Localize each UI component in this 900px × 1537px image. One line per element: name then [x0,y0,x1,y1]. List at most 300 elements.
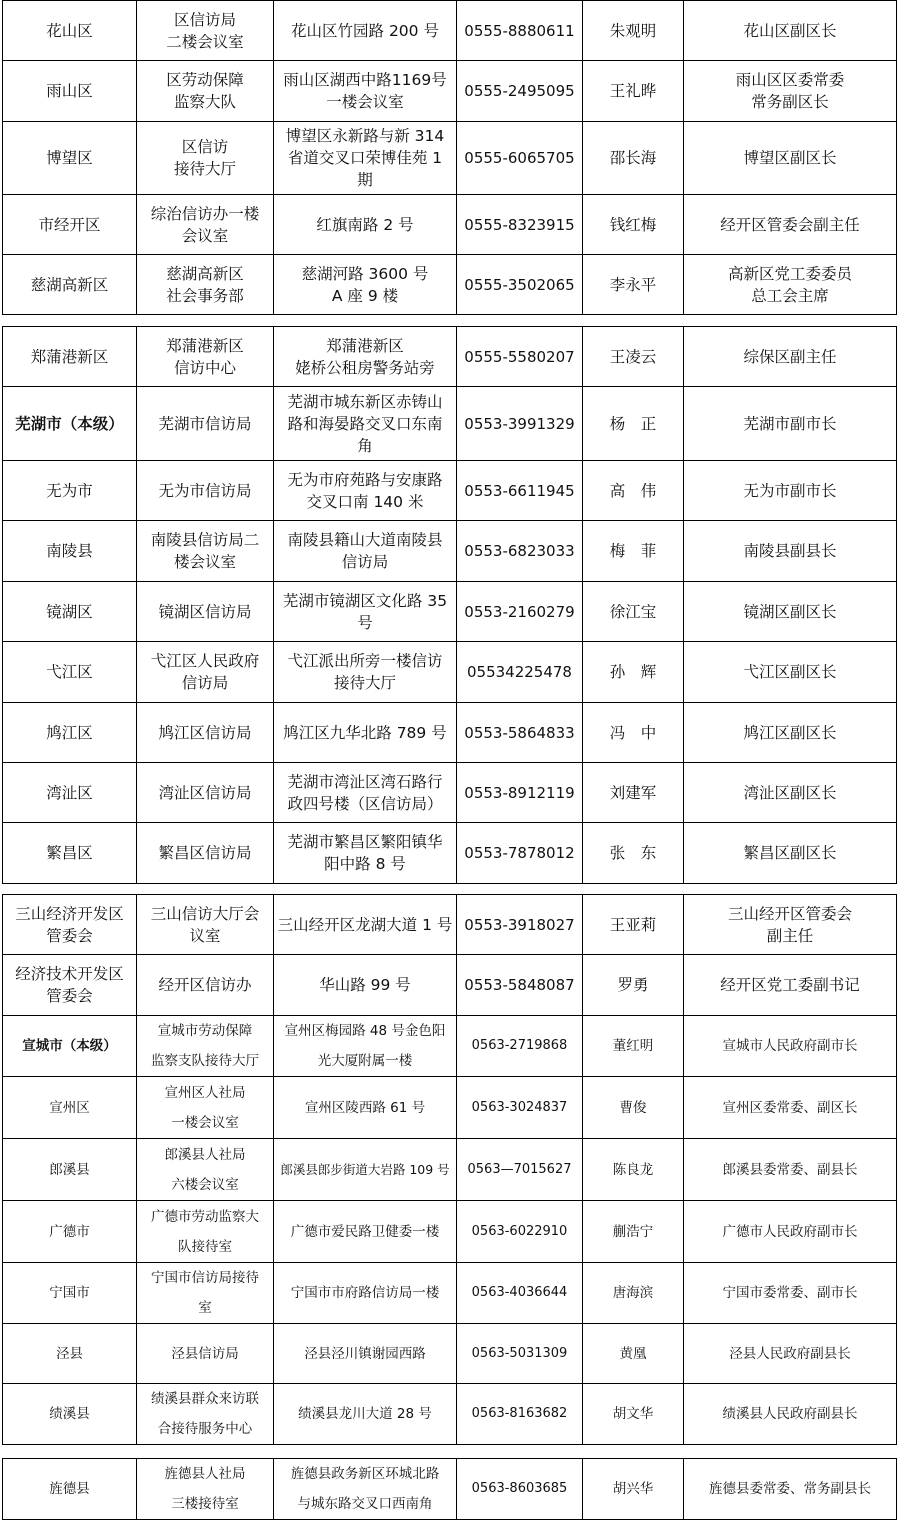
contact-text: 张 东 [609,844,657,862]
contact-text: 王亚莉 [609,915,657,934]
table-row [3,387,897,461]
title-cell [684,642,897,703]
phone-text: 0563-8603685 [471,1481,568,1496]
venue-cell [137,1016,274,1077]
table-row [3,461,897,521]
contact-text: 李永平 [609,275,657,294]
contact-table [2,326,897,884]
phone-text: 0563-5031309 [471,1345,568,1361]
contact-text: 冯 中 [609,723,657,742]
table-section-3 [2,894,897,1445]
phone-cell [457,1,583,61]
address-cell [274,1263,457,1324]
address-text: 宁国市市府路信访局一楼 [290,1285,440,1301]
venue-cell [137,122,274,195]
region-text: 宣州区 [49,1099,90,1116]
address-cell [274,582,457,642]
table-row [3,1,897,61]
contact-text: 朱观明 [609,21,657,40]
title-text: 宣州区委常委、副区长 [722,1099,858,1116]
address-text: 泾县泾川镇谢园西路 [304,1345,426,1362]
table-row [3,642,897,703]
region-cell [3,327,137,387]
contact-cell [583,1139,684,1201]
phone-text: 0555-8323915 [464,215,575,234]
venue-text: 经开区信访办 [158,976,252,994]
phone-cell [457,1016,583,1077]
region-text: 南陵县 [46,542,93,560]
address-cell [274,255,457,315]
contact-table [2,894,897,1445]
contact-cell [583,823,684,884]
venue-cell [137,703,274,763]
title-cell [684,122,897,195]
region-text: 市经开区 [38,215,101,234]
phone-cell [457,521,583,582]
address-text: 郎溪县郎步街道大岩路 109 号 [280,1161,450,1177]
address-cell [274,387,457,461]
region-text: 三山经济开发区 管委会 [15,904,124,945]
title-text: 三山经开区管委会 副主任 [727,904,852,945]
region-text: 绩溪县 [49,1406,90,1422]
contact-cell [583,521,684,582]
title-text: 经开区党工委副书记 [720,976,860,994]
address-text: 鸠江区九华北路 789 号 [283,723,447,742]
venue-cell [137,1077,274,1139]
address-text: 郑蒲港新区 姥桥公租房警务站旁 [295,336,435,377]
contact-cell [583,1459,684,1520]
address-text: 三山经开区龙湖大道 1 号 [277,915,453,934]
region-text: 湾沚区 [46,783,93,802]
contact-cell [583,195,684,255]
region-text: 弋江区 [46,663,93,681]
region-cell [3,1016,137,1077]
title-cell [684,1459,897,1520]
title-text: 弋江区副区长 [743,663,837,681]
title-text: 广德市人民政府副市长 [722,1223,858,1240]
contact-text: 陈良龙 [612,1161,654,1178]
address-text: 旌德县政务新区环城北路 与城东路交叉口西南角 [290,1466,440,1512]
address-cell [274,1384,457,1445]
title-text: 旌德县委常委、常务副县长 [709,1481,871,1497]
venue-cell [137,1324,274,1384]
venue-text: 泾县信访局 [171,1345,239,1362]
contact-cell [583,1016,684,1077]
venue-cell [137,387,274,461]
venue-cell [137,255,274,315]
region-cell [3,1384,137,1445]
address-cell [274,195,457,255]
region-text: 郑蒲港新区 [30,347,109,366]
contact-text: 王凌云 [609,347,657,366]
phone-text: 0553-6823033 [464,542,575,560]
title-cell [684,61,897,122]
region-cell [3,461,137,521]
contact-text: 王礼晔 [609,82,657,100]
title-cell [684,895,897,955]
region-cell [3,1139,137,1201]
title-cell [684,1016,897,1077]
address-text: 芜湖市繁昌区繁阳镇华 阳中路 8 号 [287,833,443,873]
region-text: 旌德县 [49,1481,90,1497]
region-text: 慈湖高新区 [30,275,109,294]
contact-cell [583,703,684,763]
address-text: 宣州区梅园路 48 号金色阳 光大厦附属一楼 [284,1023,446,1069]
venue-text: 慈湖高新区 社会事务部 [166,264,244,305]
region-text: 鸠江区 [46,723,93,742]
contact-cell [583,582,684,642]
venue-text: 湾沚区信访局 [158,783,252,802]
venue-text: 芜湖市信访局 [158,414,252,433]
title-cell [684,1324,897,1384]
phone-cell [457,642,583,703]
contact-text: 邵长海 [609,149,657,167]
phone-cell [457,122,583,195]
phone-text: 05534225478 [467,663,572,681]
title-text: 镜湖区副区长 [743,602,837,621]
region-cell [3,895,137,955]
title-cell [684,1077,897,1139]
venue-text: 区信访 接待大厅 [173,138,236,178]
title-text: 宣城市人民政府副市长 [722,1038,858,1054]
phone-text: 0555-3502065 [464,275,575,294]
address-cell [274,955,457,1016]
address-text: 博望区永新路与新 314 省道交叉口荣博佳苑 1 期 [285,127,445,189]
region-cell [3,1324,137,1384]
title-text: 雨山区区委常委 常务副区长 [735,71,845,111]
contact-text: 董红明 [612,1038,654,1054]
region-text: 郎溪县 [49,1161,90,1178]
title-cell [684,582,897,642]
phone-text: 0553-6611945 [464,481,575,500]
venue-cell [137,1263,274,1324]
contact-text: 蒯浩宁 [612,1223,654,1240]
phone-cell [457,1077,583,1139]
title-text: 宁国市委常委、副市长 [722,1285,858,1301]
phone-cell [457,763,583,823]
table-row [3,955,897,1016]
title-text: 芜湖市副市长 [743,414,837,433]
venue-cell [137,1459,274,1520]
venue-text: 无为市信访局 [158,481,252,500]
next-page-row-edge [2,1519,896,1520]
address-text: 慈湖河路 3600 号 A 座 9 楼 [301,264,429,305]
venue-text: 绩溪县群众来访联 合接待服务中心 [151,1391,259,1437]
phone-text: 0555-6065705 [464,149,575,167]
region-text: 宁国市 [49,1285,90,1301]
region-text: 雨山区 [46,82,93,100]
title-cell [684,461,897,521]
phone-cell [457,255,583,315]
venue-cell [137,582,274,642]
table-row [3,763,897,823]
phone-cell [457,461,583,521]
title-text: 鸠江区副区长 [743,723,837,742]
address-text: 南陵县籍山大道南陵县 信访局 [287,531,443,571]
phone-text: 0553-8912119 [464,783,575,802]
phone-cell [457,1201,583,1263]
contact-cell [583,461,684,521]
table-row [3,1324,897,1384]
phone-text: 0555-5580207 [464,347,575,366]
contact-text: 胡兴华 [612,1481,654,1497]
contact-cell [583,1,684,61]
phone-cell [457,582,583,642]
phone-text: 0563-2719868 [471,1038,568,1053]
address-cell [274,1459,457,1520]
phone-text: 0553-7878012 [464,844,575,862]
region-text: 无为市 [46,481,93,500]
region-text: 广德市 [49,1223,90,1240]
table-row [3,1263,897,1324]
address-cell [274,327,457,387]
venue-text: 旌德县人社局 三楼接待室 [164,1466,246,1512]
phone-text: 0563-4036644 [471,1285,568,1300]
contact-cell [583,642,684,703]
contact-text: 刘建军 [609,783,657,802]
address-cell [274,642,457,703]
venue-text: 宣城市劳动保障 监察支队接待大厅 [151,1023,259,1069]
address-text: 芜湖市城东新区赤铸山 路和海晏路交叉口东南 角 [287,392,443,455]
address-cell [274,521,457,582]
region-cell [3,122,137,195]
phone-text: 0563-6022910 [471,1223,568,1239]
table-row [3,1139,897,1201]
address-text: 宣州区陵西路 61 号 [304,1099,426,1116]
venue-text: 镜湖区信访局 [158,602,252,621]
venue-text: 鸠江区信访局 [158,723,252,742]
venue-cell [137,1384,274,1445]
venue-cell [137,461,274,521]
region-cell [3,521,137,582]
title-text: 繁昌区副区长 [743,844,837,862]
phone-cell [457,327,583,387]
region-cell [3,823,137,884]
contact-text: 曹俊 [619,1099,647,1116]
contact-table [2,1458,897,1520]
contact-cell [583,1263,684,1324]
address-text: 华山路 99 号 [319,976,411,994]
phone-text: 0553-2160279 [464,602,575,621]
contact-cell [583,327,684,387]
table-row [3,195,897,255]
venue-text: 弋江区人民政府 信访局 [150,652,260,692]
region-text: 博望区 [46,149,93,167]
phone-cell [457,1459,583,1520]
phone-cell [457,1324,583,1384]
phone-text: 0555-2495095 [464,82,575,100]
contact-text: 高 伟 [609,481,657,500]
phone-cell [457,823,583,884]
table-row [3,1459,897,1520]
address-cell [274,461,457,521]
region-text: 繁昌区 [46,844,93,862]
venue-text: 区信访局 二楼会议室 [166,10,244,51]
region-cell [3,642,137,703]
phone-cell [457,387,583,461]
region-cell [3,61,137,122]
contact-cell [583,1201,684,1263]
address-text: 芜湖市镜湖区文化路 35 号 [282,591,448,632]
venue-cell [137,1,274,61]
venue-cell [137,895,274,955]
title-text: 湾沚区副区长 [743,783,837,802]
title-cell [684,387,897,461]
contact-text: 梅 菲 [609,542,657,560]
table-row [3,327,897,387]
contact-cell [583,763,684,823]
contact-cell [583,955,684,1016]
venue-cell [137,327,274,387]
address-text: 绩溪县龙川大道 28 号 [298,1406,432,1422]
venue-text: 三山信访大厅会 议室 [150,904,260,945]
title-text: 博望区副区长 [743,149,837,167]
title-cell [684,1,897,61]
title-text: 高新区党工委委员 总工会主席 [727,264,852,305]
phone-cell [457,703,583,763]
contact-text: 胡文华 [612,1406,654,1422]
title-cell [684,1263,897,1324]
phone-cell [457,895,583,955]
title-cell [684,763,897,823]
address-cell [274,1016,457,1077]
region-text: 泾县 [56,1345,83,1362]
contact-cell [583,255,684,315]
phone-cell [457,955,583,1016]
region-cell [3,763,137,823]
address-cell [274,1139,457,1201]
contact-text: 杨 正 [609,414,657,433]
table-row [3,1077,897,1139]
contact-text: 钱红梅 [609,215,657,234]
title-text: 南陵县副县长 [743,542,837,560]
address-text: 红旗南路 2 号 [316,215,414,234]
region-cell [3,955,137,1016]
region-cell [3,387,137,461]
contact-cell [583,1324,684,1384]
title-text: 花山区副区长 [743,21,837,40]
venue-cell [137,61,274,122]
phone-cell [457,61,583,122]
contact-text: 唐海滨 [612,1285,654,1301]
region-cell [3,1,137,61]
venue-text: 广德市劳动监察大 队接待室 [151,1208,259,1255]
title-cell [684,1139,897,1201]
table-row [3,521,897,582]
venue-cell [137,1201,274,1263]
region-cell [3,255,137,315]
venue-text: 宣州区人社局 一楼会议室 [164,1084,246,1131]
title-cell [684,255,897,315]
table-row [3,895,897,955]
region-cell [3,1263,137,1324]
region-cell [3,582,137,642]
address-cell [274,1324,457,1384]
table-row [3,823,897,884]
venue-text: 区劳动保障 监察大队 [166,71,244,111]
address-cell [274,895,457,955]
phone-text: 0563-8163682 [471,1406,568,1421]
title-text: 无为市副市长 [743,481,837,500]
phone-cell [457,195,583,255]
venue-cell [137,195,274,255]
region-text: 宣城市（本级） [22,1038,117,1054]
venue-cell [137,1139,274,1201]
phone-cell [457,1384,583,1445]
title-cell [684,823,897,884]
contact-cell [583,61,684,122]
contact-cell [583,1077,684,1139]
table-row [3,703,897,763]
address-text: 芜湖市湾沚区湾石路行 政四号楼（区信访局） [287,772,443,813]
venue-cell [137,955,274,1016]
region-cell [3,703,137,763]
phone-text: 0563-3024837 [471,1099,568,1115]
contact-text: 罗勇 [617,976,649,994]
phone-cell [457,1263,583,1324]
region-text: 芜湖市（本级） [15,414,124,433]
venue-text: 宁国市信访局接待 室 [151,1270,259,1316]
title-cell [684,521,897,582]
address-text: 花山区竹园路 200 号 [291,21,439,40]
title-cell [684,955,897,1016]
title-cell [684,1384,897,1445]
title-text: 经开区管委会副主任 [720,215,860,234]
title-text: 郎溪县委常委、副县长 [722,1161,858,1178]
contact-text: 徐江宝 [609,602,657,621]
venue-text: 繁昌区信访局 [158,844,252,862]
table-section-2 [2,326,897,884]
region-cell [3,1201,137,1263]
venue-cell [137,823,274,884]
title-cell [684,1201,897,1263]
table-row [3,1201,897,1263]
venue-text: 郎溪县人社局 六楼会议室 [164,1146,246,1193]
title-cell [684,327,897,387]
phone-text: 0553-5864833 [464,723,575,742]
contact-cell [583,895,684,955]
table-row [3,1384,897,1445]
address-cell [274,1201,457,1263]
region-text: 镜湖区 [46,602,93,621]
region-cell [3,1077,137,1139]
region-cell [3,1459,137,1520]
address-text: 无为市府苑路与安康路 交叉口南 140 米 [287,470,443,511]
title-text: 绩溪县人民政府副县长 [722,1406,858,1422]
region-cell [3,195,137,255]
phone-text: 0563—7015627 [467,1161,572,1177]
address-text: 弋江派出所旁一楼信访 接待大厅 [287,652,443,692]
venue-cell [137,763,274,823]
contact-cell [583,387,684,461]
address-text: 广德市爱民路卫健委一楼 [290,1223,440,1240]
phone-text: 0553-5848087 [464,976,575,994]
address-text: 雨山区湖西中路1169号 一楼会议室 [283,71,447,111]
table-row [3,1016,897,1077]
region-text: 经济技术开发区 管委会 [15,965,124,1005]
address-cell [274,1077,457,1139]
title-cell [684,703,897,763]
table-row [3,61,897,122]
contact-table [2,0,897,315]
title-cell [684,195,897,255]
venue-cell [137,642,274,703]
title-text: 综保区副主任 [743,347,837,366]
venue-text: 郑蒲港新区 信访中心 [166,336,244,377]
venue-text: 综治信访办一楼 会议室 [150,204,260,245]
address-cell [274,1,457,61]
region-text: 花山区 [46,21,93,40]
